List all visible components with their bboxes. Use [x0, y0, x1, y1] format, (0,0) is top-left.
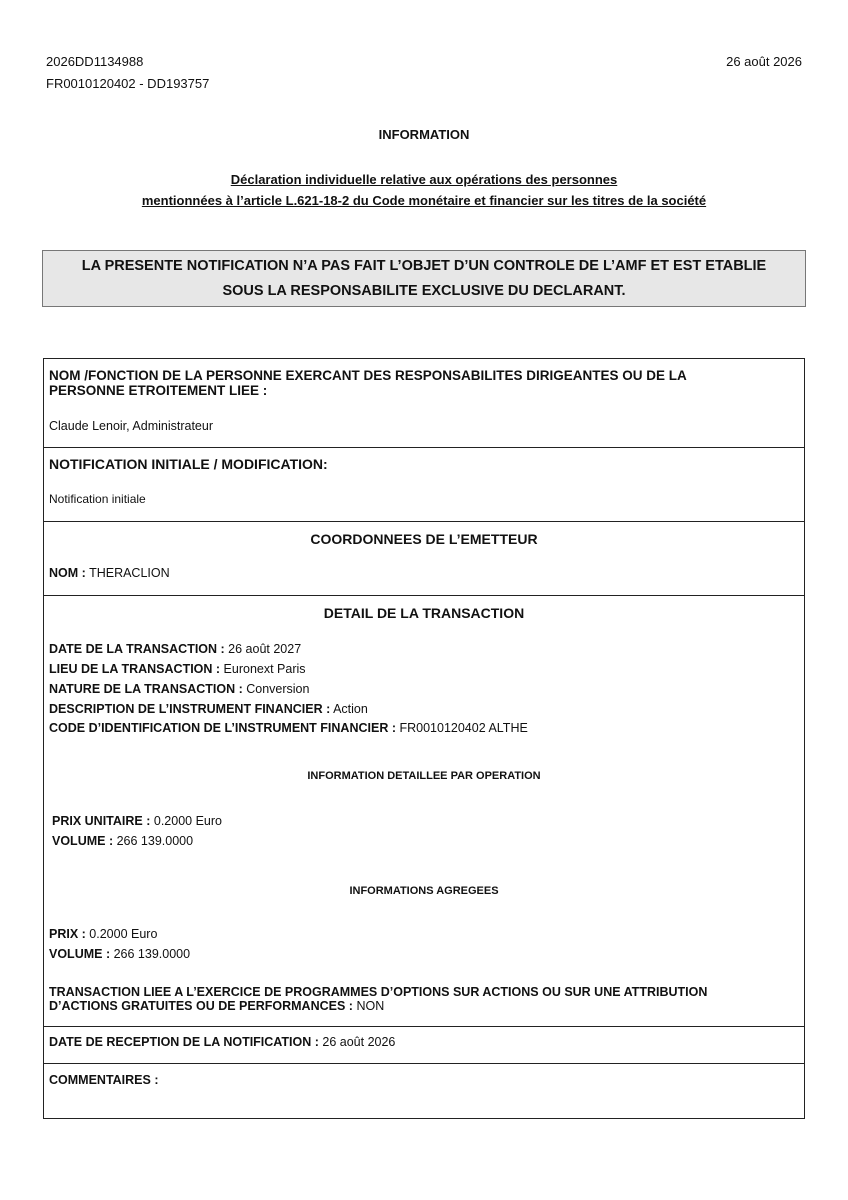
- subtitle-line2: mentionnées à l’article L.621-18-2 du Code monétaire et financier sur les titres de la société: [141, 193, 707, 208]
- declaration-form: [43, 358, 805, 1119]
- options-transaction: TRANSACTION LIEE A L’EXERCICE DE PROGRAMMES D’OPTIONS SUR ACTIONS OU SUR UNE ATTRIBUTION D’ACTIONS GRATUITES OU DE PERFORMANCES : NON: [49, 985, 708, 1013]
- isin-reference: FR0010120402 - DD193757: [46, 76, 210, 91]
- person-section: [44, 359, 804, 448]
- document-date: 26 août 2026: [726, 54, 802, 69]
- prix-agrege: PRIX : 0.2000 Euro: [49, 927, 158, 941]
- detail-heading: INFORMATION DETAILLEE PAR OPERATION: [307, 770, 541, 782]
- notification-value: Notification initiale: [49, 492, 146, 506]
- transaction-date: DATE DE LA TRANSACTION : 26 août 2027: [49, 642, 302, 656]
- commentaires-section: [44, 1064, 804, 1118]
- subtitle-line1: Déclaration individuelle relative aux opérations des personnes: [230, 172, 618, 187]
- page-title: INFORMATION: [378, 127, 470, 142]
- notice-line1: LA PRESENTE NOTIFICATION N’A PAS FAIT L’OBJET D’UN CONTROLE DE L’AMF ET EST ETABLIE: [81, 257, 767, 274]
- volume-agrege: VOLUME : 266 139.0000: [49, 947, 191, 961]
- person-label: NOM /FONCTION DE LA PERSONNE EXERCANT DES RESPONSABILITES DIRIGEANTES OU DE LA PERSONNE ETROITEMENT LIEE :: [49, 368, 687, 398]
- reception-date: DATE DE RECEPTION DE LA NOTIFICATION : 26 août 2026: [49, 1035, 396, 1049]
- transaction-lieu: LIEU DE LA TRANSACTION : Euronext Paris: [49, 662, 306, 676]
- amf-notice-box: [42, 250, 806, 307]
- reception-section: [44, 1027, 804, 1064]
- prix-unitaire: PRIX UNITAIRE : 0.2000 Euro: [52, 814, 222, 828]
- volume: VOLUME : 266 139.0000: [52, 834, 194, 848]
- person-value: Claude Lenoir, Administrateur: [49, 419, 213, 433]
- instrument-code: CODE D’IDENTIFICATION DE L’INSTRUMENT FINANCIER : FR0010120402 ALTHE: [49, 721, 528, 735]
- aggregated-heading: INFORMATIONS AGREGEES: [349, 885, 499, 897]
- notification-section: [44, 448, 804, 522]
- transaction-section: [44, 596, 804, 1027]
- commentaires-label: COMMENTAIRES :: [49, 1073, 159, 1087]
- emetteur-section: [44, 522, 804, 596]
- reference-number: 2026DD1134988: [46, 54, 144, 69]
- notice-line2: SOUS LA RESPONSABILITE EXCLUSIVE DU DECLARANT.: [222, 282, 626, 299]
- emetteur-nom: NOM : THERACLION: [49, 566, 170, 580]
- transaction-nature: NATURE DE LA TRANSACTION : Conversion: [49, 682, 310, 696]
- emetteur-heading: COORDONNEES DE L’EMETTEUR: [310, 531, 538, 547]
- instrument-description: DESCRIPTION DE L’INSTRUMENT FINANCIER : Action: [49, 702, 368, 716]
- transaction-heading: DETAIL DE LA TRANSACTION: [323, 605, 525, 621]
- notification-label: NOTIFICATION INITIALE / MODIFICATION:: [49, 456, 328, 472]
